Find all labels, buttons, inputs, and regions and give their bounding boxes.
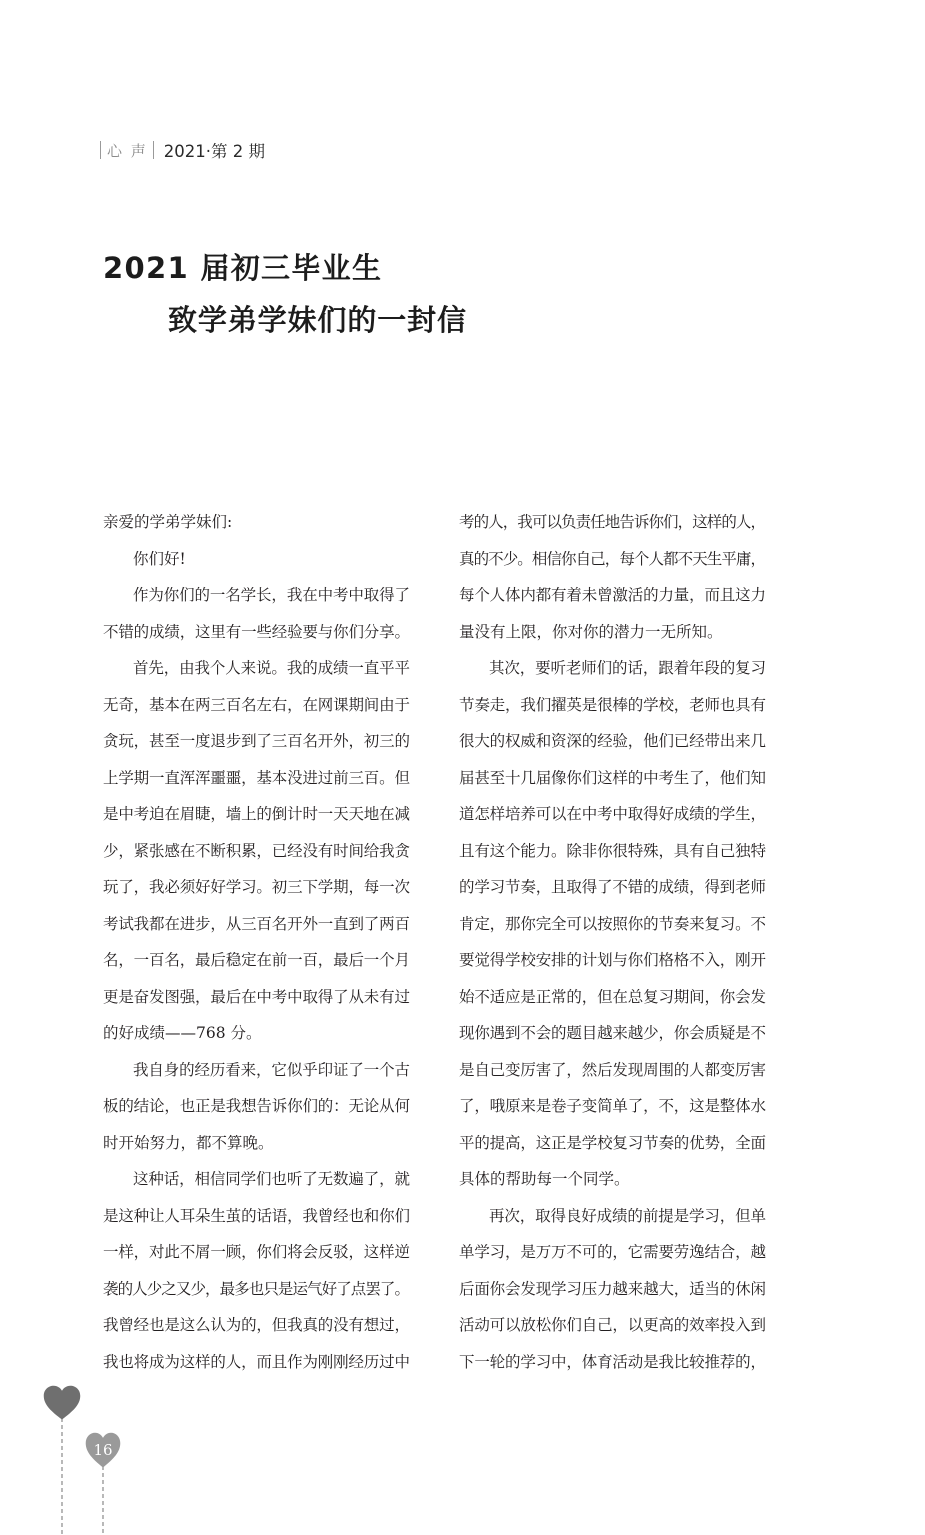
text-line: 你们好! <box>133 549 186 568</box>
text-line: 不错的成绩，这里有一些经验要与你们分享。 <box>103 622 410 641</box>
column-name: 心 声 <box>107 141 148 160</box>
paragraph <box>103 1052 410 1162</box>
paragraph <box>103 1161 410 1380</box>
text-line: 是这种让人耳朵生茧的话语，我曾经也和你们 <box>103 1206 410 1225</box>
text-line: 贪玩，甚至一度退步到了三百名开外，初三的 <box>103 732 410 750</box>
text-line: 下一轮的学习中，体育活动是我比较推荐的， <box>459 1352 766 1371</box>
text-line: 平的提高，这正是学校复习节奏的优势，全面 <box>459 1133 766 1152</box>
text-line: 少，紧张感在不断积累，已经没有时间给我贪 <box>103 841 410 860</box>
text-line: 量没有上限，你对你的潜力一无所知。 <box>459 622 723 641</box>
text-line: 要觉得学校安排的计划与你们格格不入，刚开 <box>459 951 766 969</box>
text-line: 肯定，那你完全可以按照你的节奏来复习。不 <box>459 914 766 933</box>
text-line: 真的不少。相信你自己，每个人都不天生平庸， <box>459 549 766 568</box>
text-line: 我自身的经历看来，它似乎印证了一个古 <box>133 1060 410 1079</box>
paragraph-continued <box>459 504 766 650</box>
text-line: 我曾经也是这么认为的，但我真的没有想过， <box>103 1316 410 1334</box>
text-line: 上学期一直浑浑噩噩，基本没进过前三百。但 <box>103 768 410 787</box>
article-title-line-2: 致学弟学妹们的一封信 <box>168 303 467 337</box>
article-title-line-1: 2021 届初三毕业生 <box>103 251 383 285</box>
paragraph <box>103 541 410 578</box>
text-line: 玩了，我必须好好学习。初三下学期，每一次 <box>103 878 410 896</box>
text-line: 的学习节奏，且取得了不错的成绩，得到老师 <box>459 878 766 896</box>
text-line: 作为你们的一名学长，我在中考中取得了 <box>133 586 410 604</box>
text-line: 亲爱的学弟学妹们: <box>103 513 233 531</box>
text-line: 届甚至十几届像你们这样的中考生了，他们知 <box>459 768 766 787</box>
text-line: 的好成绩——768 分。 <box>103 1024 262 1042</box>
paragraph <box>459 1198 766 1381</box>
heart-icon <box>44 1386 80 1420</box>
text-line: 其次，要听老师们的话，跟着年段的复习 <box>489 659 766 677</box>
text-line: 一样，对此不屑一顾，你们将会反驳，这样逆 <box>103 1243 410 1261</box>
text-line: 考的人，我可以负责任地告诉你们，这样的人， <box>459 513 766 531</box>
text-line: 节奏走，我们擢英是很棒的学校，老师也具有 <box>459 695 766 714</box>
text-line: 后面你会发现学习压力越来越大，适当的休闲 <box>459 1279 766 1298</box>
text-line: 板的结论，也正是我想告诉你们的：无论从何 <box>103 1097 410 1115</box>
paragraph <box>459 650 766 1198</box>
text-line: 每个人体内都有着未曾激活的力量，而且这力 <box>459 586 766 604</box>
salutation <box>103 504 410 541</box>
text-line: 始不适应是正常的，但在总复习期间，你会发 <box>459 987 766 1006</box>
text-line: 了，哦原来是卷子变简单了，不，这是整体水 <box>459 1097 766 1115</box>
text-column-left <box>103 504 410 1380</box>
page-number: 16 <box>93 1441 113 1459</box>
text-line: 考试我都在进步，从三百名开外一直到了两百 <box>103 914 410 933</box>
text-line: 我也将成为这样的人，而且作为刚刚经历过中 <box>103 1352 410 1371</box>
text-line: 具体的帮助每一个同学。 <box>459 1170 630 1188</box>
text-line: 名，一百名，最后稳定在前一百，最后一个月 <box>103 951 410 969</box>
header-divider <box>100 141 101 159</box>
text-line: 活动可以放松你们自己，以更高的效率投入到 <box>459 1316 766 1334</box>
text-line: 单学习，是万万不可的，它需要劳逸结合，越 <box>459 1243 766 1261</box>
text-column-right <box>459 504 766 1380</box>
text-line: 现你遇到不会的题目越来越少，你会质疑是不 <box>459 1024 766 1042</box>
text-line: 袭的人少之又少，最多也只是运气好了点罢了。 <box>103 1279 410 1298</box>
text-line: 道怎样培养可以在中考中取得好成绩的学生， <box>459 805 766 823</box>
text-line: 这种话，相信同学们也听了无数遍了，就 <box>133 1170 410 1188</box>
text-line: 首先，由我个人来说。我的成绩一直平平 <box>133 659 410 677</box>
text-line: 是自己变厉害了，然后发现周围的人都变厉害 <box>459 1060 766 1079</box>
header-divider <box>153 141 154 159</box>
page-ornament <box>0 1370 160 1535</box>
text-line: 无奇，基本在两三百名左右，在网课期间由于 <box>103 695 410 714</box>
running-header <box>100 139 265 161</box>
paragraph <box>103 650 410 1052</box>
text-line: 更是奋发图强，最后在中考中取得了从未有过 <box>103 987 410 1006</box>
text-line: 很大的权威和资深的经验，他们已经带出来几 <box>459 732 766 750</box>
text-line: 是中考迫在眉睫，墙上的倒计时一天天地在减 <box>103 805 410 823</box>
text-line: 时开始努力，都不算晚。 <box>103 1133 274 1152</box>
paragraph <box>103 577 410 650</box>
text-line: 且有这个能力。除非你很特殊，具有自己独特 <box>459 841 766 860</box>
issue-label: 2021·第 2 期 <box>163 142 266 161</box>
text-line: 再次，取得良好成绩的前提是学习，但单 <box>489 1206 766 1225</box>
